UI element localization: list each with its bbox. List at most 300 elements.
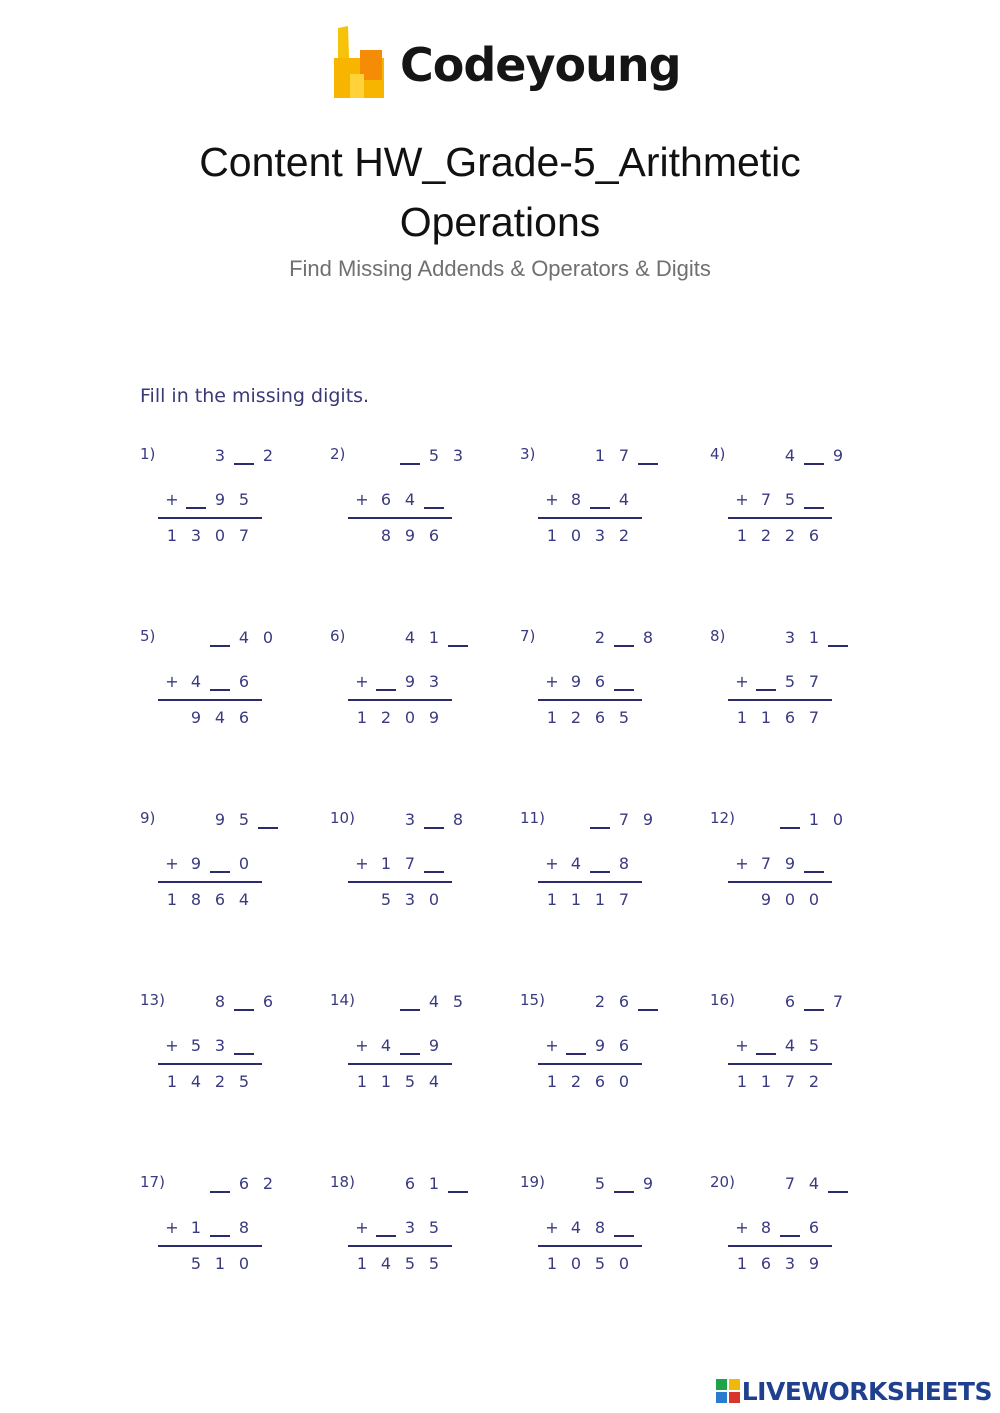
digit: 1 xyxy=(356,1072,368,1091)
missing-digit-blank[interactable] xyxy=(232,445,256,467)
digit: 6 xyxy=(760,1254,772,1273)
addend-bottom xyxy=(540,489,636,511)
missing-digit-blank[interactable] xyxy=(398,991,422,1013)
sum-row xyxy=(160,707,256,729)
addend-top xyxy=(184,809,280,831)
digit: + xyxy=(355,1218,369,1237)
sum-row xyxy=(540,1253,636,1275)
missing-digit-blank[interactable] xyxy=(232,991,256,1013)
digit: 9 xyxy=(570,672,582,691)
missing-digit-blank[interactable] xyxy=(208,853,232,875)
digit xyxy=(564,627,588,649)
sum-line xyxy=(538,1063,642,1065)
missing-digit-blank[interactable] xyxy=(754,671,778,693)
digit xyxy=(564,1173,588,1195)
digit: 3 xyxy=(214,446,226,465)
digit: 1 xyxy=(380,1072,392,1091)
digit: 6 xyxy=(808,1218,820,1237)
liveworksheets-logo-icon xyxy=(716,1379,740,1403)
digit: 4 xyxy=(214,708,226,727)
digit: 2 xyxy=(570,1072,582,1091)
digit: 6 xyxy=(238,708,250,727)
sum-row xyxy=(540,1071,636,1093)
problem-number: 17) xyxy=(140,1173,165,1191)
document-title xyxy=(100,132,900,252)
missing-digit-blank[interactable] xyxy=(256,809,280,831)
digit: + xyxy=(545,854,559,873)
missing-digit-blank[interactable] xyxy=(826,1173,850,1195)
digit: 7 xyxy=(808,708,820,727)
digit: 5 xyxy=(238,1072,250,1091)
digit: + xyxy=(545,490,559,509)
digit: 5 xyxy=(428,446,440,465)
sum-row xyxy=(350,525,446,547)
problem-number: 19) xyxy=(520,1173,545,1191)
digit: 1 xyxy=(546,1072,558,1091)
digit: 4 xyxy=(190,672,202,691)
problem-18 xyxy=(330,1173,450,1283)
addend-bottom xyxy=(350,1217,446,1239)
digit: 1 xyxy=(808,810,820,829)
digit: 5 xyxy=(428,1254,440,1273)
digit: 9 xyxy=(428,708,440,727)
footer-brand xyxy=(716,1377,992,1405)
digit xyxy=(184,1173,208,1195)
missing-digit-blank[interactable] xyxy=(612,1173,636,1195)
digit: 8 xyxy=(618,854,630,873)
digit: 0 xyxy=(570,1254,582,1273)
digit: 0 xyxy=(428,890,440,909)
digit xyxy=(754,627,778,649)
digit: 7 xyxy=(832,992,844,1011)
addend-top xyxy=(564,627,660,649)
digit: 7 xyxy=(618,890,630,909)
missing-digit-blank[interactable] xyxy=(588,809,612,831)
problem-number: 10) xyxy=(330,809,355,827)
digit: 0 xyxy=(784,890,796,909)
digit: 8 xyxy=(642,628,654,647)
digit: 1 xyxy=(594,446,606,465)
sum-line xyxy=(538,517,642,519)
digit: 4 xyxy=(428,992,440,1011)
digit: + xyxy=(735,854,749,873)
sum-row xyxy=(730,525,826,547)
digit xyxy=(374,991,398,1013)
missing-digit-blank[interactable] xyxy=(636,445,660,467)
digit: 5 xyxy=(404,1072,416,1091)
digit: 1 xyxy=(190,1218,202,1237)
digit: 6 xyxy=(380,490,392,509)
digit: 1 xyxy=(356,708,368,727)
digit: 1 xyxy=(166,526,178,545)
digit: 7 xyxy=(760,490,772,509)
digit: + xyxy=(165,1036,179,1055)
digit: 3 xyxy=(452,446,464,465)
missing-digit-blank[interactable] xyxy=(208,1217,232,1239)
missing-digit-blank[interactable] xyxy=(422,853,446,875)
digit: 4 xyxy=(618,490,630,509)
digit: 5 xyxy=(618,708,630,727)
sum-row xyxy=(730,1071,826,1093)
digit xyxy=(754,445,778,467)
worksheet-instruction: Fill in the missing digits. xyxy=(140,385,370,407)
digit: 5 xyxy=(784,672,796,691)
addend-top xyxy=(184,627,280,649)
addend-top xyxy=(374,445,470,467)
digit: 4 xyxy=(190,1072,202,1091)
digit xyxy=(374,445,398,467)
digit xyxy=(730,889,754,911)
problem-3 xyxy=(520,445,640,555)
missing-digit-blank[interactable] xyxy=(778,809,802,831)
sum-row xyxy=(730,707,826,729)
missing-digit-blank[interactable] xyxy=(802,489,826,511)
digit: 1 xyxy=(736,1072,748,1091)
digit: 7 xyxy=(238,526,250,545)
problem-number: 9) xyxy=(140,809,156,827)
digit: 7 xyxy=(784,1072,796,1091)
digit: 1 xyxy=(380,854,392,873)
missing-digit-blank[interactable] xyxy=(612,671,636,693)
digit: 1 xyxy=(214,1254,226,1273)
missing-digit-blank[interactable] xyxy=(588,853,612,875)
problem-19 xyxy=(520,1173,654,1283)
digit: + xyxy=(165,490,179,509)
digit: 9 xyxy=(594,1036,606,1055)
digit: 0 xyxy=(238,854,250,873)
missing-digit-blank[interactable] xyxy=(232,1035,256,1057)
digit: 4 xyxy=(784,446,796,465)
addend-bottom xyxy=(730,853,826,875)
digit: 5 xyxy=(594,1254,606,1273)
digit: 6 xyxy=(428,526,440,545)
sum-line xyxy=(158,1063,262,1065)
sum-line xyxy=(348,517,452,519)
digit: 4 xyxy=(428,1072,440,1091)
missing-digit-blank[interactable] xyxy=(422,809,446,831)
digit: 1 xyxy=(570,890,582,909)
problem-number: 12) xyxy=(710,809,735,827)
addend-bottom xyxy=(350,489,446,511)
addend-top xyxy=(564,991,660,1013)
problem-number: 16) xyxy=(710,991,735,1009)
problem-number: 8) xyxy=(710,627,726,645)
addend-top xyxy=(184,1173,280,1195)
problem-1 xyxy=(140,445,274,555)
addend-top xyxy=(754,1173,850,1195)
sum-row xyxy=(730,1253,826,1275)
problem-number: 14) xyxy=(330,991,355,1009)
digit: 8 xyxy=(594,1218,606,1237)
addend-top xyxy=(374,627,470,649)
digit: + xyxy=(735,490,749,509)
problem-9 xyxy=(140,809,260,919)
digit: 2 xyxy=(262,1174,274,1193)
digit: 7 xyxy=(618,810,630,829)
sum-line xyxy=(728,1063,832,1065)
digit: 9 xyxy=(190,854,202,873)
digit: 2 xyxy=(808,1072,820,1091)
digit xyxy=(564,991,588,1013)
digit xyxy=(184,445,208,467)
addend-bottom xyxy=(730,671,826,693)
digit: 6 xyxy=(594,672,606,691)
sum-row xyxy=(160,889,256,911)
missing-digit-blank[interactable] xyxy=(398,445,422,467)
problem-number: 20) xyxy=(710,1173,735,1191)
problem-number: 7) xyxy=(520,627,536,645)
digit: 5 xyxy=(452,992,464,1011)
addend-bottom xyxy=(730,489,826,511)
problem-5 xyxy=(140,627,274,737)
digit: 4 xyxy=(808,1174,820,1193)
sum-line xyxy=(728,881,832,883)
digit: 9 xyxy=(784,854,796,873)
digit: + xyxy=(735,1218,749,1237)
problem-number: 4) xyxy=(710,445,726,463)
digit: + xyxy=(735,1036,749,1055)
digit: 2 xyxy=(784,526,796,545)
sum-row xyxy=(350,889,446,911)
sum-line xyxy=(158,517,262,519)
missing-digit-blank[interactable] xyxy=(802,853,826,875)
digit: 6 xyxy=(618,1036,630,1055)
digit: 3 xyxy=(784,628,796,647)
problem-number: 15) xyxy=(520,991,545,1009)
digit: 4 xyxy=(570,1218,582,1237)
addend-top xyxy=(374,991,470,1013)
missing-digit-blank[interactable] xyxy=(374,671,398,693)
missing-digit-blank[interactable] xyxy=(422,489,446,511)
digit: 7 xyxy=(784,1174,796,1193)
digit: 6 xyxy=(238,672,250,691)
digit: + xyxy=(545,1036,559,1055)
digit xyxy=(754,991,778,1013)
problem-7 xyxy=(520,627,654,737)
sum-line xyxy=(158,881,262,883)
digit: 9 xyxy=(642,810,654,829)
digit: 1 xyxy=(736,1254,748,1273)
digit: 9 xyxy=(214,490,226,509)
sum-line xyxy=(728,1245,832,1247)
sum-row xyxy=(160,1253,256,1275)
digit: 1 xyxy=(546,526,558,545)
codeyoung-logo-icon xyxy=(330,26,388,100)
sum-row xyxy=(730,889,826,911)
digit: 4 xyxy=(238,890,250,909)
missing-digit-blank[interactable] xyxy=(802,445,826,467)
digit: 9 xyxy=(404,526,416,545)
missing-digit-blank[interactable] xyxy=(446,1173,470,1195)
missing-digit-blank[interactable] xyxy=(374,1217,398,1239)
missing-digit-blank[interactable] xyxy=(802,991,826,1013)
digit: + xyxy=(355,854,369,873)
addend-top xyxy=(184,445,280,467)
digit: 8 xyxy=(570,490,582,509)
digit xyxy=(374,809,398,831)
digit: 0 xyxy=(570,526,582,545)
digit: 0 xyxy=(262,628,274,647)
digit xyxy=(350,525,374,547)
sum-row xyxy=(540,889,636,911)
digit: 1 xyxy=(594,890,606,909)
digit: + xyxy=(735,672,749,691)
sum-line xyxy=(158,1245,262,1247)
digit: + xyxy=(545,1218,559,1237)
addend-top xyxy=(374,1173,470,1195)
sum-line xyxy=(728,517,832,519)
digit: 5 xyxy=(784,490,796,509)
sum-row xyxy=(350,707,446,729)
digit: 2 xyxy=(214,1072,226,1091)
problem-number: 1) xyxy=(140,445,156,463)
digit: 5 xyxy=(238,490,250,509)
digit: 4 xyxy=(784,1036,796,1055)
digit: 9 xyxy=(404,672,416,691)
addend-bottom xyxy=(160,1035,256,1057)
digit: 9 xyxy=(642,1174,654,1193)
digit: + xyxy=(545,672,559,691)
worksheet xyxy=(120,365,860,1300)
sum-line xyxy=(728,699,832,701)
missing-digit-blank[interactable] xyxy=(208,671,232,693)
missing-digit-blank[interactable] xyxy=(754,1035,778,1057)
digit: 8 xyxy=(380,526,392,545)
addend-bottom xyxy=(540,1217,636,1239)
sum-line xyxy=(348,1245,452,1247)
digit: + xyxy=(355,672,369,691)
sum-line xyxy=(158,699,262,701)
digit xyxy=(564,445,588,467)
digit: 0 xyxy=(404,708,416,727)
brand-name: Codeyoung xyxy=(400,38,681,92)
digit: 5 xyxy=(238,810,250,829)
sum-line xyxy=(348,699,452,701)
document-subtitle: Find Missing Addends & Operators & Digits xyxy=(289,256,711,281)
addend-top xyxy=(754,627,850,649)
missing-digit-blank[interactable] xyxy=(636,991,660,1013)
problem-2 xyxy=(330,445,464,555)
problem-17 xyxy=(140,1173,274,1283)
digit: 5 xyxy=(404,1254,416,1273)
addend-bottom xyxy=(540,671,636,693)
missing-digit-blank[interactable] xyxy=(612,627,636,649)
digit: 3 xyxy=(594,526,606,545)
sum-line xyxy=(348,1063,452,1065)
digit: 5 xyxy=(808,1036,820,1055)
problem-8 xyxy=(710,627,830,737)
digit xyxy=(374,627,398,649)
addend-top xyxy=(564,445,660,467)
digit: 7 xyxy=(808,672,820,691)
addend-top xyxy=(564,1173,660,1195)
addend-bottom xyxy=(540,1035,636,1057)
digit: 1 xyxy=(166,1072,178,1091)
problem-15 xyxy=(520,991,640,1101)
digit: 0 xyxy=(618,1254,630,1273)
digit: 7 xyxy=(760,854,772,873)
digit: + xyxy=(165,854,179,873)
digit: 5 xyxy=(380,890,392,909)
problem-11 xyxy=(520,809,654,919)
digit: 1 xyxy=(760,1072,772,1091)
missing-digit-blank[interactable] xyxy=(612,1217,636,1239)
digit: + xyxy=(165,1218,179,1237)
digit: 9 xyxy=(214,810,226,829)
addend-top xyxy=(184,991,280,1013)
missing-digit-blank[interactable] xyxy=(208,1173,232,1195)
addend-bottom xyxy=(350,1035,446,1057)
digit: 6 xyxy=(784,708,796,727)
missing-digit-blank[interactable] xyxy=(778,1217,802,1239)
problem-10 xyxy=(330,809,464,919)
problem-16 xyxy=(710,991,844,1101)
sum-row xyxy=(540,525,636,547)
problem-number: 2) xyxy=(330,445,346,463)
addend-top xyxy=(754,991,850,1013)
digit: 6 xyxy=(214,890,226,909)
addend-bottom xyxy=(350,853,446,875)
missing-digit-blank[interactable] xyxy=(184,489,208,511)
sum-row xyxy=(350,1071,446,1093)
digit: 8 xyxy=(452,810,464,829)
problem-14 xyxy=(330,991,464,1101)
digit: 4 xyxy=(238,628,250,647)
digit: 2 xyxy=(618,526,630,545)
digit: 5 xyxy=(190,1254,202,1273)
sum-row xyxy=(540,707,636,729)
missing-digit-blank[interactable] xyxy=(398,1035,422,1057)
digit: 8 xyxy=(214,992,226,1011)
digit: 0 xyxy=(808,890,820,909)
digit xyxy=(184,627,208,649)
digit: 2 xyxy=(760,526,772,545)
digit: 8 xyxy=(238,1218,250,1237)
digit: 1 xyxy=(356,1254,368,1273)
addend-top xyxy=(754,445,850,467)
digit: 1 xyxy=(546,890,558,909)
missing-digit-blank[interactable] xyxy=(208,627,232,649)
problem-number: 3) xyxy=(520,445,536,463)
digit: 4 xyxy=(380,1254,392,1273)
digit xyxy=(754,1173,778,1195)
digit: 4 xyxy=(404,490,416,509)
missing-digit-blank[interactable] xyxy=(588,489,612,511)
digit: 9 xyxy=(190,708,202,727)
digit: 1 xyxy=(428,628,440,647)
digit: 4 xyxy=(570,854,582,873)
digit: 0 xyxy=(832,810,844,829)
missing-digit-blank[interactable] xyxy=(564,1035,588,1057)
digit: 5 xyxy=(594,1174,606,1193)
digit: + xyxy=(355,1036,369,1055)
problem-number: 11) xyxy=(520,809,545,827)
digit: 9 xyxy=(428,1036,440,1055)
missing-digit-blank[interactable] xyxy=(826,627,850,649)
digit: 6 xyxy=(594,1072,606,1091)
digit: 8 xyxy=(760,1218,772,1237)
problem-12 xyxy=(710,809,844,919)
digit: 0 xyxy=(618,1072,630,1091)
sum-line xyxy=(538,699,642,701)
missing-digit-blank[interactable] xyxy=(446,627,470,649)
addend-bottom xyxy=(350,671,446,693)
problem-13 xyxy=(140,991,274,1101)
digit: 1 xyxy=(166,890,178,909)
digit: 1 xyxy=(546,1254,558,1273)
addend-bottom xyxy=(160,1217,256,1239)
sum-row xyxy=(160,1071,256,1093)
